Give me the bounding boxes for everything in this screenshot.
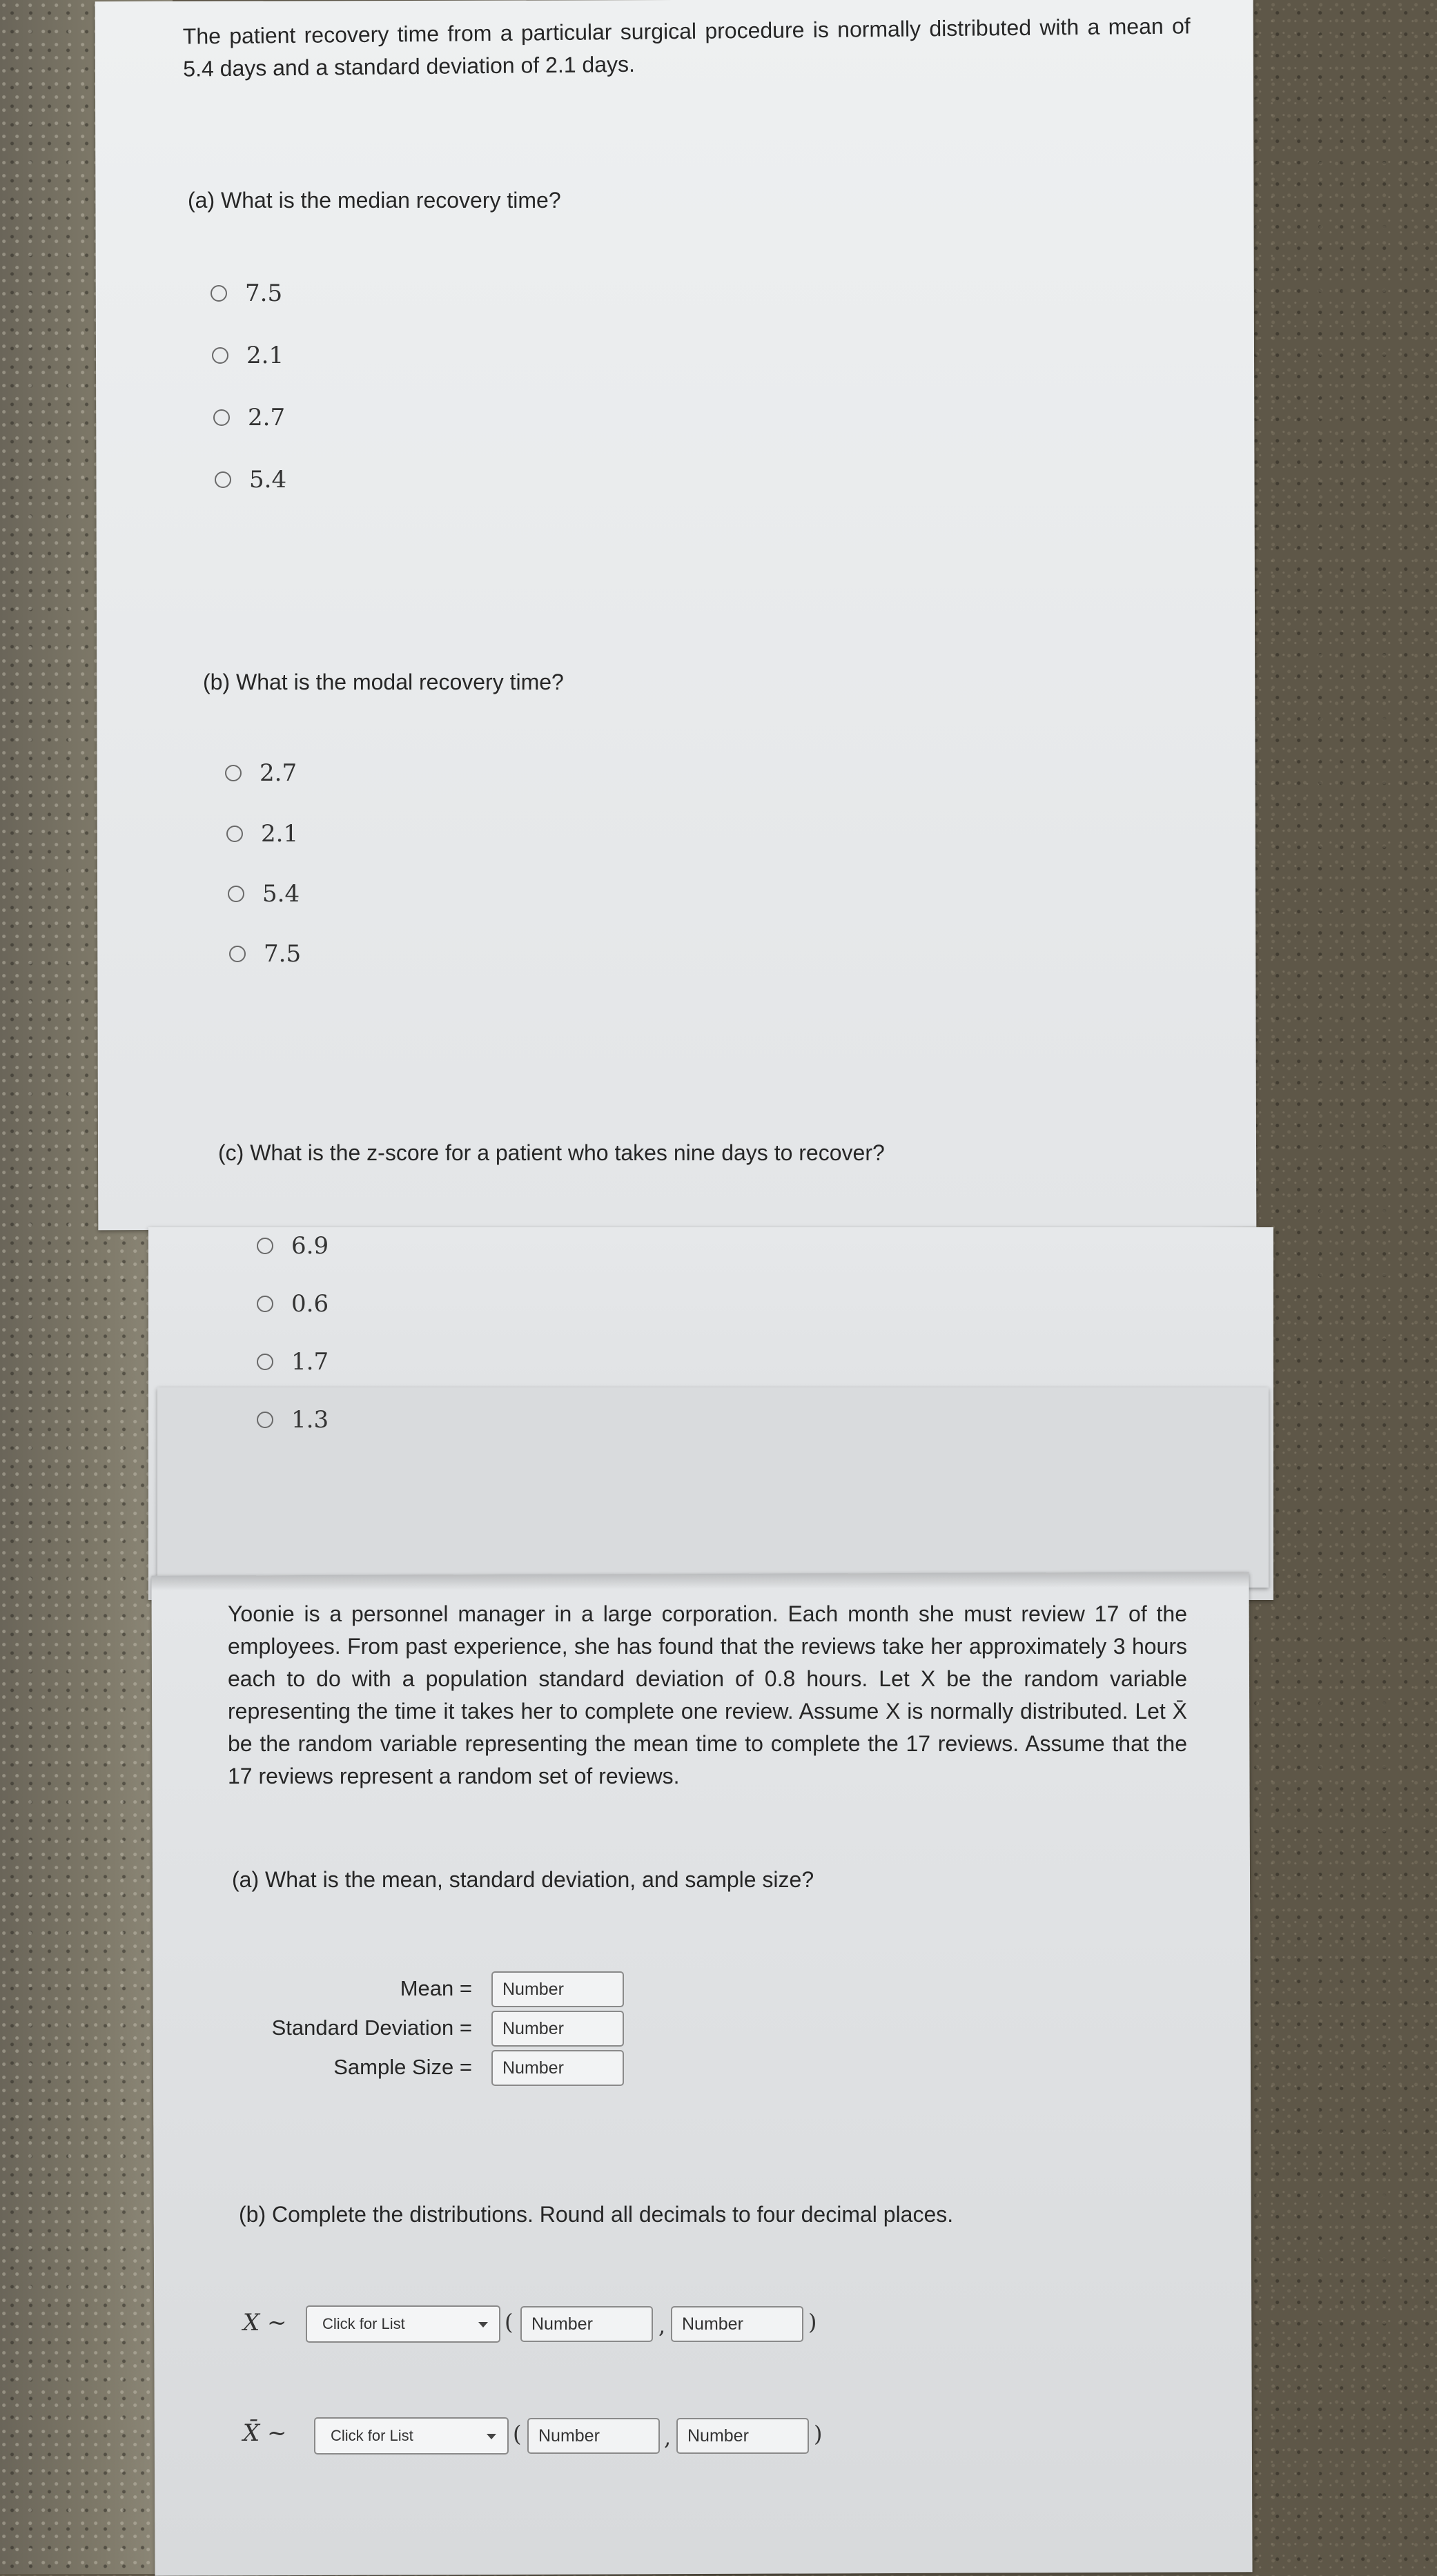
problem1-part-b-question: (b) What is the modal recovery time?	[203, 670, 564, 694]
select-label: Click for List	[331, 2427, 413, 2444]
problem1-part-c-question: (c) What is the z-score for a patient who takes nine days to recover?	[218, 1140, 885, 1165]
option-label: 1.7	[291, 1348, 329, 1376]
option-label: 7.5	[245, 280, 283, 307]
radio-icon[interactable]	[257, 1412, 273, 1428]
radio-icon[interactable]	[228, 886, 244, 902]
part-c-option-2[interactable]	[257, 1290, 329, 1318]
std-dev-input[interactable]: Number	[491, 2011, 624, 2047]
sample-size-input[interactable]: Number	[491, 2050, 624, 2086]
chevron-down-icon	[487, 2434, 496, 2439]
radio-icon[interactable]	[229, 946, 246, 962]
part-a-option-1[interactable]	[211, 280, 282, 307]
option-label: 7.5	[264, 940, 302, 968]
radio-icon[interactable]	[257, 1238, 273, 1254]
problem2-part-a-question: (a) What is the mean, standard deviation, and sample size?	[232, 1867, 814, 1892]
problem1-intro: The patient recovery time from a particular surgical procedure is normally distributed with a mean of 5.4 days and a standard deviation of 2.1 days.	[182, 13, 1191, 81]
paper-sheet-1	[95, 0, 1257, 1230]
x-param2-input[interactable]: Number	[671, 2306, 803, 2342]
close-paren: )	[814, 2421, 823, 2447]
x-distribution-select[interactable]	[306, 2305, 500, 2343]
close-paren: )	[808, 2309, 817, 2335]
mean-label: Mean =	[400, 1976, 472, 2000]
chevron-down-icon	[478, 2322, 488, 2328]
open-paren: (	[513, 2421, 522, 2447]
radio-icon[interactable]	[212, 347, 228, 364]
option-label: 5.4	[262, 880, 300, 908]
radio-icon[interactable]	[211, 285, 227, 302]
part-a-option-4[interactable]	[215, 466, 286, 494]
radio-icon[interactable]	[257, 1354, 273, 1370]
part-b-option-3[interactable]	[228, 880, 300, 908]
open-paren: (	[505, 2309, 514, 2335]
comma: ,	[658, 2312, 666, 2339]
problem1-part-a-question: (a) What is the median recovery time?	[188, 188, 561, 213]
option-label: 6.9	[291, 1232, 329, 1260]
comma: ,	[664, 2424, 672, 2450]
option-label: 2.7	[260, 759, 297, 787]
option-label: 5.4	[249, 466, 287, 494]
radio-icon[interactable]	[226, 826, 243, 842]
option-label: 2.1	[261, 820, 299, 848]
sheet-edge-shadow	[151, 1572, 1249, 1591]
radio-icon[interactable]	[225, 765, 242, 781]
radio-icon[interactable]	[215, 471, 231, 488]
part-b-option-2[interactable]	[226, 820, 298, 848]
part-b-option-1[interactable]	[225, 759, 297, 787]
part-c-option-3[interactable]	[257, 1348, 329, 1376]
option-label: 2.1	[246, 342, 284, 369]
part-c-option-4[interactable]	[257, 1406, 329, 1434]
xbar-distribution-label: X̄ ~	[243, 2419, 287, 2447]
xbar-param2-input[interactable]: Number	[676, 2418, 809, 2454]
radio-icon[interactable]	[257, 1296, 273, 1312]
xbar-param1-input[interactable]: Number	[527, 2418, 660, 2454]
x-param1-input[interactable]: Number	[520, 2306, 653, 2342]
problem2-part-b-question: (b) Complete the distributions. Round all decimals to four decimal places.	[239, 2202, 954, 2227]
option-label: 0.6	[291, 1290, 329, 1318]
part-c-option-1[interactable]	[257, 1232, 329, 1260]
x-distribution-label: X ~	[243, 2309, 287, 2336]
xbar-distribution-select[interactable]	[314, 2417, 509, 2455]
radio-icon[interactable]	[213, 409, 230, 426]
std-dev-label: Standard Deviation =	[271, 2016, 472, 2040]
option-label: 1.3	[291, 1406, 329, 1434]
part-b-option-4[interactable]	[229, 940, 301, 968]
select-label: Click for List	[322, 2315, 405, 2332]
option-label: 2.7	[248, 404, 286, 431]
sample-size-label: Sample Size =	[333, 2055, 472, 2079]
part-a-option-2[interactable]	[212, 342, 284, 369]
problem2-intro: Yoonie is a personnel manager in a large corporation. Each month she must review 17 of the employees. From past experience, she has found that the reviews take her approximately 3 hours each to do with a population standard deviation of 0.8 hours. Let X be the random variable representing the time it takes her to complete one review. Assume X is normally distributed. Let X̄ be the random variable representing the mean time to complete the 17 reviews. Assume that the 17 reviews represent a random set of reviews.	[228, 1601, 1187, 1788]
part-a-option-3[interactable]	[213, 404, 285, 431]
mean-input[interactable]: Number	[491, 1971, 624, 2007]
